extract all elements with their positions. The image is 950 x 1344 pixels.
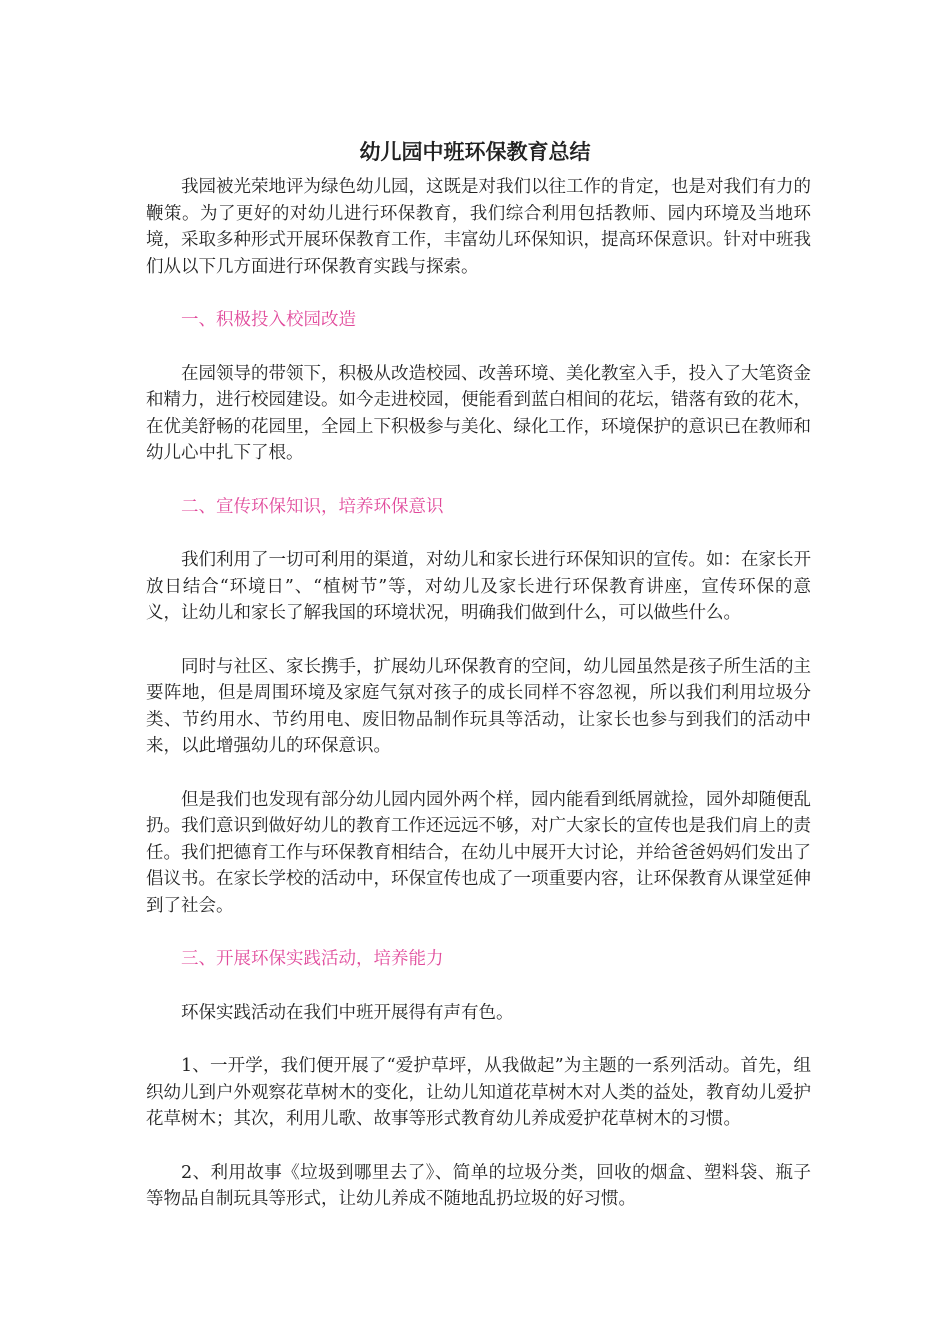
intro-paragraph: 我园被光荣地评为绿色幼儿园，这既是对我们以往工作的肯定，也是对我们有力的鞭策。为了更好的对幼儿进行环保教育，我们综合利用包括教师、园内环境及当地环境，采取多种形式开展环保教育工作，丰富幼儿环保知识，提高环保意识。针对中班我们从以下几方面进行环保教育实践与探索。 — [146, 177, 811, 277]
section-heading-2-text: 二、宣传环保知识，培养环保意识 — [181, 496, 444, 517]
section-2-paragraph-3: 但是我们也发现有部分幼儿园内园外两个样，园内能看到纸屑就捡，园外却随便乱扔。我们意识到做好幼儿的教育工作还远远不够，对广大家长的宣传也是我们肩上的责任。我们把德育工作与环保教育相结合，在幼儿中展开大讨论，并给爸爸妈妈们发出了倡议书。在家长学校的活动中，环保宣传也成了一项重要内容，让环保教育从课堂延伸到了社会。 — [146, 789, 811, 916]
section-heading-1 — [146, 307, 811, 334]
section-heading-3 — [146, 946, 811, 973]
section-2-paragraph-1: 我们利用了一切可利用的渠道，对幼儿和家长进行环保知识的宣传。如：在家长开放日结合“环境日”、“植树节”等，对幼儿及家长进行环保教育讲座，宣传环保的意义，让幼儿和家长了解我国的环境状况，明确我们做到什么，可以做些什么。 — [146, 550, 811, 623]
section-heading-3-text: 三、开展环保实践活动，培养能力 — [181, 949, 444, 969]
section-3-item-1: 1、一开学，我们便开展了“爱护草坪，从我做起”为主题的一系列活动。首先，组织幼儿到户外观察花草树木的变化，让幼儿知道花草树木对人类的益处，教育幼儿爱护花草树木；其次，利用儿歌、故事等形式教育幼儿养成爱护花草树木的习惯。 — [146, 1056, 811, 1129]
section-heading-1-text: 一、积极投入校园改造 — [181, 310, 356, 330]
section-heading-2 — [146, 494, 811, 521]
section-2-paragraph-2: 同时与社区、家长携手，扩展幼儿环保教育的空间，幼儿园虽然是孩子所生活的主要阵地，但是周围环境及家庭气氛对孩子的成长同样不容忽视，所以我们利用垃圾分类、节约用水、节约用电、废旧物品制作玩具等活动，让家长也参与到我们的活动中来，以此增强幼儿的环保意识。 — [146, 656, 811, 756]
document-title: 幼儿园中班环保教育总结 — [359, 140, 591, 164]
section-3-paragraph-1: 环保实践活动在我们中班开展得有声有色。 — [181, 1002, 514, 1023]
document-body — [146, 174, 811, 1240]
section-1-paragraph: 在园领导的带领下，积极从改造校园、改善环境、美化教室入手，投入了大笔资金和精力，进行校园建设。如今走进校园，便能看到蓝白相间的花坛，错落有致的花木，在优美舒畅的花园里，全园上下积极参与美化、绿化工作，环境保护的意识已在教师和幼儿心中扎下了根。 — [146, 363, 811, 463]
section-3-item-2: 2、利用故事《垃圾到哪里去了》、简单的垃圾分类，回收的烟盒、塑料袋、瓶子等物品自制玩具等形式，让幼儿养成不随地乱扔垃圾的好习惯。 — [146, 1162, 811, 1209]
